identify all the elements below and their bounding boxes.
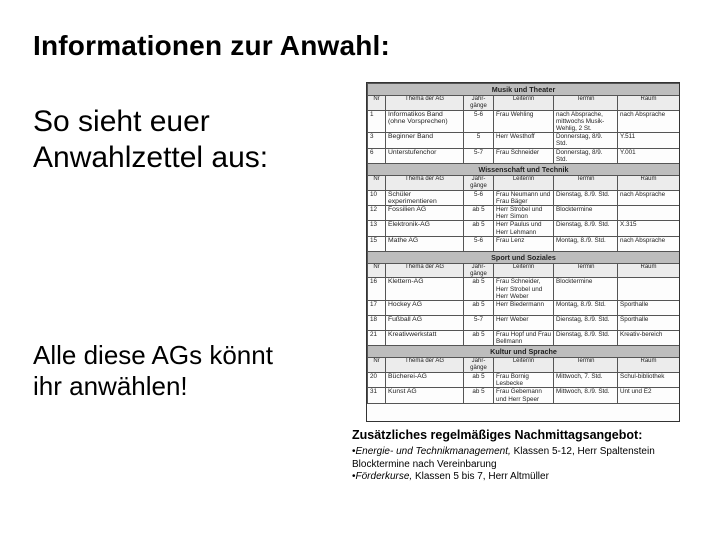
secondary-text [33,340,273,402]
ag-schedule: Mittwoch, 8./9. Std. [554,388,618,403]
secondary-line-1: Alle diese AGs könnt [33,340,273,370]
ag-topic: Fußball AG [386,316,464,331]
ag-schedule: Dienstag, 8./9. Std. [554,316,618,331]
ag-grades: ab 5 [464,301,494,316]
table-row [368,301,680,316]
ag-schedule: Montag, 8./9. Std. [554,301,618,316]
section-title: Wissenschaft und Technik [368,164,680,176]
ag-room: nach Absprache [618,190,680,205]
ag-topic: Bücherei-AG [386,373,464,388]
lead-text [33,104,268,176]
ag-leader: Herr Weber [494,316,554,331]
ag-topic: Klettern-AG [386,278,464,301]
additional-offer-item-2 [352,471,692,484]
ag-grades: ab 5 [464,206,494,221]
ag-topic: Schüler experimentieren [386,190,464,205]
ag-number: 31 [368,388,386,403]
ag-room: Y.511 [618,133,680,148]
ag-leader: Frau Gebemann und Herr Speer [494,388,554,403]
ag-schedule: Mittwoch, 7. Std. [554,373,618,388]
secondary-line-2: ihr anwählen! [33,371,188,401]
table-row [368,388,680,403]
section-header [368,251,680,263]
slide-title: Informationen zur Anwahl: [33,30,391,61]
ag-room: nach Absprache [618,110,680,133]
ag-grades: ab 5 [464,221,494,236]
ag-topic: Hockey AG [386,301,464,316]
item-1-details: Klassen 5-12, Herr Spaltenstein [510,446,655,457]
lead-line-1: So sieht euer [33,105,210,138]
column-header: Termin [554,96,618,111]
column-header-row [368,358,680,373]
ag-room: Y.001 [618,148,680,163]
ag-leader: Herr Biedermann [494,301,554,316]
ag-schedule: Dienstag, 8./9. Std. [554,221,618,236]
table-row [368,133,680,148]
ag-schedule: Dienstag, 8./9. Std. [554,331,618,346]
ag-grades: ab 5 [464,373,494,388]
column-header: Raum [618,176,680,191]
ag-grades: 5-6 [464,236,494,251]
ag-number: 16 [368,278,386,301]
ag-number: 1 [368,110,386,133]
column-header: Thema der AG [386,358,464,373]
ag-room [618,278,680,301]
column-header: Jahr-gänge [464,358,494,373]
table-row [368,278,680,301]
table-row [368,236,680,251]
ag-leader: Herr Strobel und Herr Simon [494,206,554,221]
item-2-details: Klassen 5 bis 7, Herr Altmüller [412,471,549,482]
ag-grades: 5-6 [464,110,494,133]
ag-leader: Frau Bornig Lesbecke [494,373,554,388]
ag-leader: Frau Hopf und Frau Bellmann [494,331,554,346]
column-header-row [368,263,680,278]
column-header: Termin [554,358,618,373]
item-2-name: Förderkurse, [355,471,413,482]
ag-room: X.315 [618,221,680,236]
ag-schedule: Donnerstag, 8/9. Std. [554,133,618,148]
table-row [368,331,680,346]
section-header [368,346,680,358]
ag-number: 21 [368,331,386,346]
table-row [368,190,680,205]
ag-topic: Elektronik-AG [386,221,464,236]
ag-number: 6 [368,148,386,163]
ag-topic: Mathe AG [386,236,464,251]
ag-room: Sporthalle [618,301,680,316]
column-header: Raum [618,263,680,278]
ag-grades: 5-6 [464,190,494,205]
column-header: Leiter/in [494,263,554,278]
ag-grades: 5 [464,133,494,148]
ag-number: 12 [368,206,386,221]
ag-leader: Frau Wehling [494,110,554,133]
table-row [368,221,680,236]
ag-leader: Frau Lenz [494,236,554,251]
table-row [368,110,680,133]
ag-room [618,206,680,221]
column-header: Nr [368,96,386,111]
ag-leader: Herr Westhoff [494,133,554,148]
table-row [368,148,680,163]
ag-room: Unt und E2 [618,388,680,403]
section-header [368,84,680,96]
ag-schedule: nach Absprache, mittwochs Musik-Wehlig, 2 St. [554,110,618,133]
ag-number: 3 [368,133,386,148]
column-header: Termin [554,263,618,278]
column-header: Jahr-gänge [464,176,494,191]
column-header-row [368,96,680,111]
section-title: Sport und Soziales [368,251,680,263]
ag-topic: Informatikos Band (ohne Vorsprechen) [386,110,464,133]
ag-schedule: Blocktermine [554,206,618,221]
ag-number: 10 [368,190,386,205]
ag-number: 20 [368,373,386,388]
selection-slip-image [366,82,680,422]
table-row [368,206,680,221]
additional-offer-item-1 [352,446,692,459]
ag-number: 17 [368,301,386,316]
ag-grades: 5-7 [464,316,494,331]
bullet: • [352,446,356,457]
additional-offer [352,428,692,484]
ag-leader: Frau Neumann und Frau Bäger [494,190,554,205]
column-header: Nr [368,263,386,278]
ag-topic: Fossilien AG [386,206,464,221]
column-header: Leiter/in [494,176,554,191]
column-header: Leiter/in [494,358,554,373]
table-row [368,316,680,331]
section-title: Musik und Theater [368,84,680,96]
ag-topic: Kunst AG [386,388,464,403]
ag-topic: Kreativwerkstatt [386,331,464,346]
column-header: Jahr-gänge [464,96,494,111]
ag-schedule: Montag, 8./9. Std. [554,236,618,251]
ag-room: Schul-bibliothek [618,373,680,388]
ag-schedule: Dienstag, 8./9. Std. [554,190,618,205]
column-header: Thema der AG [386,263,464,278]
ag-number: 13 [368,221,386,236]
column-header: Nr [368,176,386,191]
lead-line-2: Anwahlzettel aus: [33,141,269,174]
ag-schedule: Blocktermine [554,278,618,301]
ag-grades: ab 5 [464,278,494,301]
column-header: Termin [554,176,618,191]
column-header: Thema der AG [386,96,464,111]
column-header: Nr [368,358,386,373]
ag-room: Kreativ-bereich [618,331,680,346]
ag-leader: Herr Paulus und Herr Lehmann [494,221,554,236]
ag-number: 18 [368,316,386,331]
additional-offer-title: Zusätzliches regelmäßiges Nachmittagsangebot: [352,428,643,442]
additional-offer-item-1-note: Blocktermine nach Vereinbarung [352,458,497,470]
ag-leader: Frau Schneider [494,148,554,163]
bullet: • [352,471,356,482]
ag-topic: Unterstufenchor [386,148,464,163]
section-header [368,164,680,176]
column-header: Leiter/in [494,96,554,111]
item-1-name: Energie- und Technikmanagement, [355,446,511,457]
ag-topic: Beginner Band [386,133,464,148]
ag-room: nach Absprache [618,236,680,251]
ag-grades: ab 5 [464,388,494,403]
ag-schedule: Donnerstag, 8/9. Std. [554,148,618,163]
ag-room: Sporthalle [618,316,680,331]
ag-table [367,83,680,404]
column-header-row [368,176,680,191]
column-header: Thema der AG [386,176,464,191]
table-row [368,373,680,388]
ag-grades: 5-7 [464,148,494,163]
column-header: Jahr-gänge [464,263,494,278]
ag-number: 15 [368,236,386,251]
ag-grades: ab 5 [464,331,494,346]
section-title: Kultur und Sprache [368,346,680,358]
column-header: Raum [618,96,680,111]
column-header: Raum [618,358,680,373]
ag-leader: Frau Schneider, Herr Strobel und Herr Weber [494,278,554,301]
